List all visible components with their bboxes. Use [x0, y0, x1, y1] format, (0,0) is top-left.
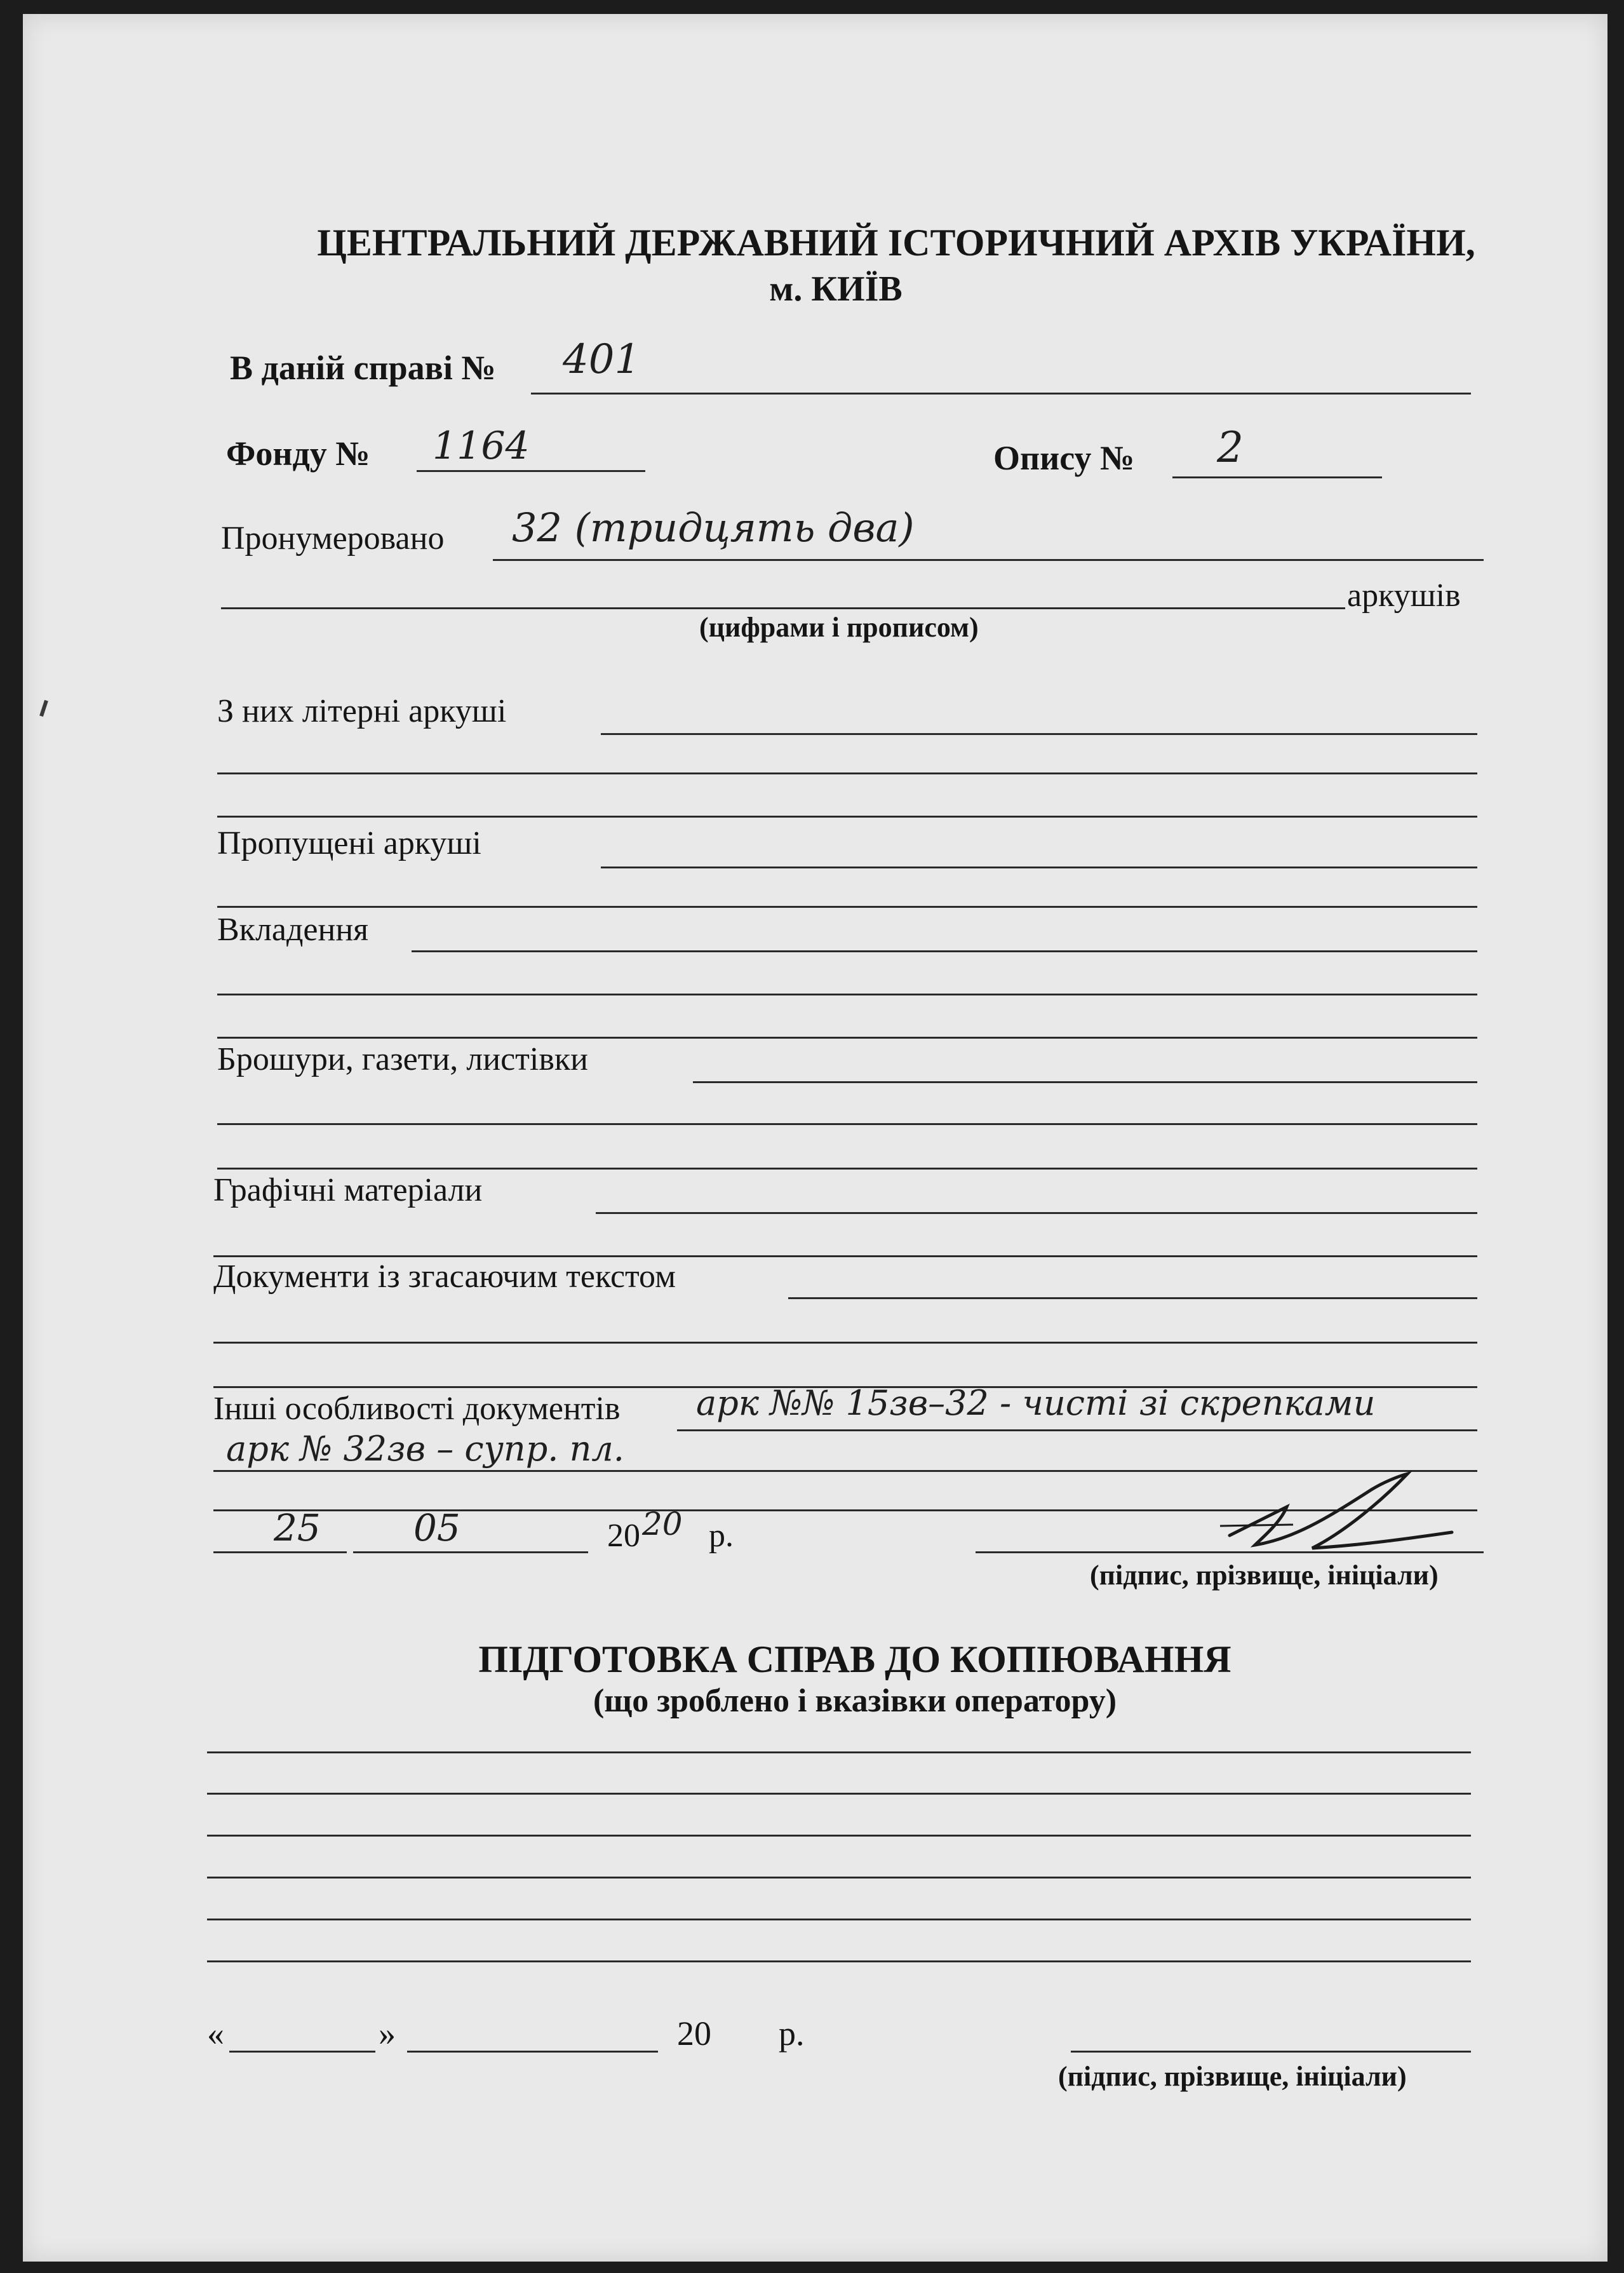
- graphics-line-1: [596, 1212, 1477, 1214]
- fading-docs-label: Документи із згасаючим текстом: [213, 1258, 676, 1295]
- numbered-hint: (цифрами і прописом): [699, 612, 979, 643]
- prep-subtitle: (що зроблено і вказівки оператору): [593, 1683, 1117, 1719]
- document-sheet: [23, 14, 1607, 2262]
- date2-quote-open: «: [207, 2014, 224, 2053]
- fond-label: Фонду №: [226, 435, 370, 473]
- fading-docs-line-1: [788, 1297, 1477, 1299]
- case-value: 401: [563, 336, 641, 383]
- attachments-line-3: [217, 1037, 1477, 1039]
- missing-sheets-line-2: [217, 906, 1477, 908]
- date2-suffix: р.: [779, 2014, 805, 2053]
- prep-line-6: [207, 1960, 1471, 1962]
- date1-month: 05: [413, 1506, 460, 1549]
- signature-caption-1: (підпис, прізвище, ініціали): [1090, 1560, 1439, 1591]
- attachments-line-1: [412, 950, 1477, 952]
- missing-sheets-line-1: [601, 867, 1477, 868]
- fading-docs-line-2: [213, 1342, 1477, 1344]
- stray-mark: [39, 700, 48, 717]
- brochures-line-1: [693, 1081, 1477, 1083]
- date2-year-prefix: 20: [677, 2014, 711, 2053]
- letter-sheets-line-3: [217, 816, 1477, 818]
- date2-month-line: [407, 2051, 658, 2053]
- archive-city: м. КИЇВ: [769, 269, 903, 309]
- prep-line-2: [207, 1793, 1471, 1795]
- case-line: [531, 393, 1471, 395]
- numbered-label: Пронумеровано: [221, 520, 445, 556]
- date2-quote-close: »: [379, 2014, 396, 2053]
- attachments-line-2: [217, 994, 1477, 995]
- date1-day-line: [213, 1551, 347, 1553]
- other-features-text-2: арк № 32зв – супр. пл.: [226, 1429, 624, 1469]
- letter-sheets-line-1: [601, 733, 1477, 735]
- signature-caption-2: (підпис, прізвище, ініціали): [1058, 2061, 1407, 2092]
- opys-value: 2: [1217, 423, 1244, 472]
- missing-sheets-label: Пропущені аркуші: [217, 825, 481, 861]
- date1-day: 25: [274, 1506, 321, 1549]
- fond-line: [417, 470, 645, 472]
- signature-line-2: [1071, 2051, 1471, 2053]
- brochures-label: Брошури, газети, листівки: [217, 1041, 588, 1077]
- letter-sheets-line-2: [217, 772, 1477, 774]
- numbered-line-1: [493, 559, 1484, 561]
- prep-title: ПІДГОТОВКА СПРАВ ДО КОПІЮВАННЯ: [478, 1638, 1231, 1680]
- opys-line: [1172, 476, 1382, 478]
- date2-day-line: [229, 2051, 375, 2053]
- signature-image: [1217, 1462, 1458, 1558]
- other-features-text-1: арк №№ 15зв–32 - чисті зі скрепками: [696, 1383, 1376, 1423]
- prep-line-1: [207, 1751, 1471, 1753]
- date1-month-line: [353, 1551, 588, 1553]
- other-features-label: Інші особливості документів: [213, 1391, 621, 1427]
- case-label: В даній справі №: [230, 349, 496, 387]
- prep-line-3: [207, 1835, 1471, 1837]
- graphics-line-2: [213, 1255, 1477, 1257]
- graphics-label: Графічні матеріали: [213, 1172, 483, 1208]
- archive-title: ЦЕНТРАЛЬНИЙ ДЕРЖАВНИЙ ІСТОРИЧНИЙ АРХІВ УКРАЇНИ,: [317, 222, 1475, 264]
- numbered-line-2: [221, 607, 1345, 609]
- date1-year-prefix: 20: [607, 1518, 640, 1554]
- brochures-line-3: [217, 1168, 1477, 1170]
- attachments-label: Вкладення: [217, 912, 369, 948]
- date1-suffix: р.: [709, 1518, 734, 1554]
- prep-line-4: [207, 1877, 1471, 1878]
- other-features-line-1: [677, 1429, 1477, 1431]
- letter-sheets-label: З них літерні аркуші: [217, 693, 507, 729]
- numbered-value: 32 (тридцять два): [512, 504, 915, 551]
- opys-label: Опису №: [993, 439, 1135, 477]
- fond-value: 1164: [433, 424, 530, 468]
- brochures-line-2: [217, 1123, 1477, 1125]
- date1-year-hw: 20: [642, 1506, 683, 1542]
- prep-line-5: [207, 1919, 1471, 1920]
- numbered-unit: аркушів: [1347, 577, 1461, 614]
